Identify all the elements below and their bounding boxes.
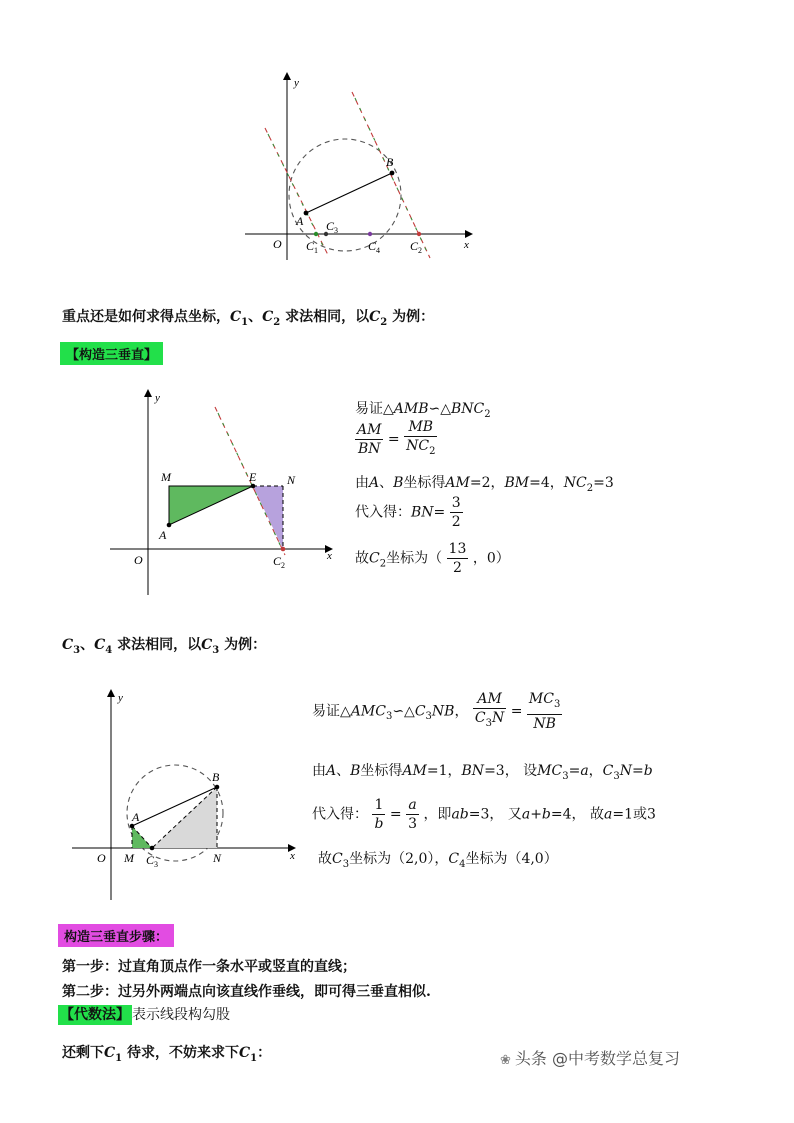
dashed-line-left-green	[268, 134, 324, 248]
dashed-line-left	[265, 128, 328, 255]
point-c1	[314, 232, 318, 236]
figure-2-three-perpendicular	[105, 385, 345, 595]
point-e	[251, 484, 256, 489]
label-b: B	[386, 155, 394, 169]
point-a	[130, 824, 135, 829]
watermark: ❀ 头条 @中考数学总复习	[500, 1049, 680, 1068]
label-n: N	[213, 851, 222, 865]
label-o: O	[97, 851, 106, 865]
green-triangle	[169, 486, 253, 525]
eq2-line-5: 故$C_2$坐标为（ $\frac{13}{2}$ ，0）	[355, 541, 510, 576]
step-2: 第二步：过另外两端点向该直线作垂线，即可得三垂直相似.	[62, 984, 431, 1000]
wechat-icon: ❀	[500, 1053, 511, 1068]
label-c3: $C_3$	[146, 853, 159, 869]
point-c3	[150, 846, 155, 851]
label-x: x	[464, 239, 469, 251]
eq2-line-2: $\frac{AM}{BN}$ = $\frac{MB}{NC_2}$	[357, 419, 436, 457]
point-c2	[417, 232, 421, 236]
label-o: O	[273, 237, 282, 251]
label-n: N	[287, 473, 296, 487]
figure-3-circle-three-perpendicular	[70, 685, 310, 900]
label-y: y	[155, 392, 160, 404]
label-c2: $C_2$	[273, 554, 286, 570]
label-m: M	[124, 851, 134, 865]
segment-ab	[306, 173, 392, 213]
label-y: y	[294, 77, 299, 89]
y-axis-arrow	[107, 689, 115, 697]
label-a: A	[132, 810, 140, 824]
label-c4: $C_4$	[368, 239, 381, 255]
point-a	[167, 523, 172, 528]
x-axis-arrow	[465, 230, 473, 238]
point-b	[390, 171, 395, 176]
step-1: 第一步：过直角顶点作一条水平或竖直的直线；	[62, 959, 356, 975]
point-c4	[368, 232, 372, 236]
eq3-line-3: 代入得： $\frac{1}{b}$ = $\frac{a}{3}$ ，即ab=3， 又a+b=4， 故a=1或3	[312, 797, 656, 832]
eq3-line-2: 由A、B坐标得AM=1，BN=3， 设$MC_3=a$，$C_3N=b$	[312, 763, 653, 782]
label-c2: $C_2$	[410, 239, 423, 255]
label-y: y	[118, 692, 123, 704]
label-b: B	[212, 770, 220, 784]
point-a	[304, 211, 309, 216]
algebra-line: 【代数法】 表示线段构勾股	[60, 1007, 230, 1023]
section-tag-construct: 【构造三垂直】	[60, 342, 163, 365]
point-c2	[281, 547, 286, 552]
intro-line-2: $C_3$、$C_4$ 求法相同，以$C_3$ 为例：	[62, 637, 267, 656]
label-c1: $C_1$	[306, 239, 319, 255]
eq2-line-3: 由A、B坐标得AM=2，BM=4，$NC_2=3$	[355, 475, 614, 494]
intro-line-1: 重点还是如何求得点坐标，$C_1$、$C_2$ 求法相同，以$C_2$ 为例：	[62, 309, 435, 328]
section-tag-steps: 构造三垂直步骤：	[58, 924, 174, 947]
label-x: x	[290, 850, 295, 862]
label-e: E	[249, 470, 257, 484]
eq2-line-4: 代入得：BN= $\frac{3}{2}$	[355, 495, 461, 530]
figure-1-circle-diagram	[240, 70, 480, 260]
label-c3: $C_3$	[326, 219, 339, 235]
y-axis-arrow	[283, 72, 291, 80]
label-x: x	[327, 550, 332, 562]
eq2-line-1: 易证$\triangle AMB∽\triangle BNC_2$	[355, 401, 491, 420]
eq3-line-4: 故$C_3$坐标为（2,0），$C_4$坐标为（4,0）	[318, 851, 558, 870]
section-tag-algebra: 【代数法】	[60, 1007, 130, 1023]
label-a: A	[159, 528, 167, 542]
label-a: A	[296, 214, 304, 228]
eq3-line-1: 易证$\triangle AMC_3∽\triangle C_3NB$， $\frac{AM}{C_3N}$ = $\frac{MC_3}{NB}$	[312, 691, 561, 732]
label-o: O	[134, 553, 143, 567]
purple-triangle	[253, 486, 283, 549]
label-m: M	[161, 470, 171, 484]
point-b	[215, 785, 220, 790]
y-axis-arrow	[144, 389, 152, 397]
last-line: 还剩下$C_1$ 待求，不妨来求下$C_1$：	[62, 1045, 272, 1064]
